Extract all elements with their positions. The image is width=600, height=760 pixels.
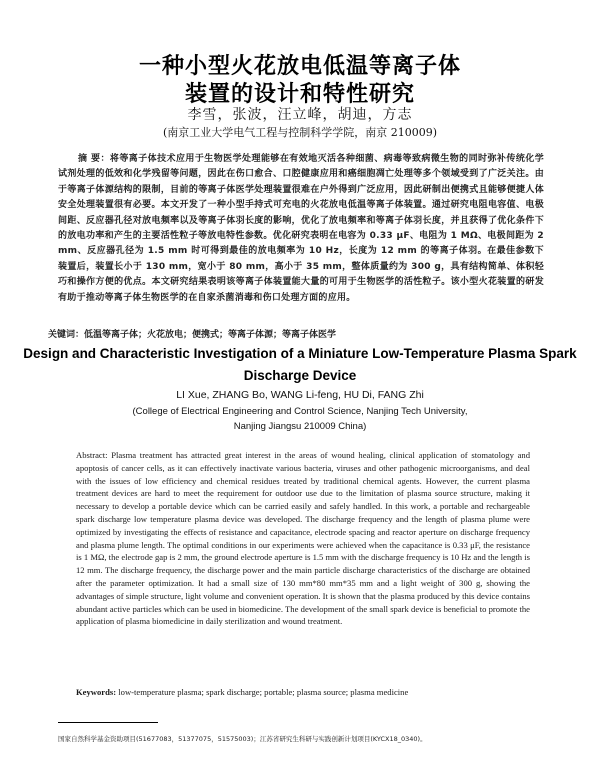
chinese-abstract-label: 摘 要： [78,154,110,164]
chinese-title-line-2: 装置的设计和特性研究 [184,82,415,107]
english-keywords-label: Keywords: [76,687,117,697]
english-title-line-1: Design and Characteristic Investigation of a Miniature Low-Temperature Plasma Spark [23,346,577,361]
english-affiliation [0,404,600,434]
english-title-line-2: Discharge Device [243,368,357,383]
chinese-abstract [58,152,544,306]
chinese-affiliation: (南京工业大学电气工程与控制科学学院，南京 210009) [162,126,438,139]
english-abstract [76,449,530,628]
chinese-keywords-text: 低温等离子体；火花放电；便携式；等离子体源；等离子体医学 [84,330,337,340]
chinese-keywords-label: 关键词： [48,330,85,340]
chinese-keywords [48,327,548,340]
english-abstract-text: Plasma treatment has attracted great interest in the areas of wound healing, clinical application of stomatology and apoptosis of cancer cells, as it can effectively inactivate various bacteria, viruses and other pathogenic microorganisms, and deal with the issues of low efficiency and chemical residues treated by traditional chemical agents. However, the current plasma treatment devices are hard to meet the requirement for outdoor use due to the limitation of plasma source structure, making it necessary to develop a portable device which can be carried easily and safely handled. In this work, a portable and rechargeable spark discharge low temperature plasma device was developed. The discharge frequency and the length of plasma plume were optimized by investigating the effects of resistance and capacitance, electrode spacing and reactor aperture on discharge frequency and plasma plume length. The optimal conditions in our experiments were achieved when the capacitance is 0.33 μF, the resistance is 1 MΩ, the electrode gap is 2 mm, the ground electrode aperture is 1.5 mm with the discharge frequency is 10 Hz and the length is 12 mm. The discharge frequency, the discharge power and the main particle discharge characteristics of the discharge are obtained after the parameter optimization. It had a small size of 130 mm*80 mm*35 mm and a light weight of 300 g, showing the advantages of simple structure, light volume and convenient operation. It is shown that the plasma produced by this device contains abundant active particles which can be used in biomedicine. The development of the small spark device is beneficial to promote the application of plasma biomedicine in daily sterilization and wound treatment. [76,450,530,627]
english-keywords [76,687,536,697]
english-keywords-text: low-temperature plasma; spark discharge; portable; plasma source; plasma medicine [118,687,409,697]
english-authors: LI Xue, ZHANG Bo, WANG Li-feng, HU Di, FANG Zhi [176,389,424,401]
footnote: 国家自然科学基金资助项目(51677083，51377075，51575003)；江苏省研究生科研与实践创新计划项目(KYCX18_0340)。 [58,735,427,743]
chinese-authors: 李雪，张波，汪立峰，胡迪，方志 [187,107,413,123]
english-affiliation-line-1: (College of Electrical Engineering and Control Science, Nanjing Tech University, [132,406,468,417]
english-affiliation-line-2: Nanjing Jiangsu 210009 China) [233,421,367,432]
chinese-abstract-text: 将等离子体技术应用于生物医学处理能够在有效地灭活各种细菌、病毒等致病微生物的同时弥补传统化学试剂处理的低效和化学残留等问题，因此在伤口愈合、口腔健康应用和癌细胞凋亡处理等多个领域受到了广泛关注。由于等离子体源结构的限制，目前的等离子体医学处理装置很难在户外得到广泛应用，因此研制出便携式且能够便捷人体安全处理装置很有必要。本文开发了一种小型手持式可充电的火花放电低温等离子体装置。通过研究电阻电容值、电极间距、反应器孔径对放电频率以及等离子体羽长度的影响，优化了放电频率和等离子体羽长度，并且获得了优化条件下的放电功率和产生的主要活性粒子等放电特性参数。优化研究表明在电容为 0.33 μF、电阻为 1 MΩ、电极间距为 2 mm、反应器孔径为 1.5 mm 时可得到最佳的放电频率为 10 Hz，长度为 12 mm 的等离子体羽。在最佳参数下装置后，装置长小于 130 mm，宽小于 80 mm，高小于 35 mm，整体质量约为 300 g，具有结构简单、体积轻巧和操作方便的优点。本文研究结果表明该等离子体装置能大量的可用于生物医学的活性粒子。该小型火花装置的研发有助于推动等离子体生物医学的在自家杀菌消毒和伤口处理方面的应用。 [58,154,544,303]
english-abstract-label: Abstract: [76,450,108,460]
footnote-divider [58,722,158,723]
chinese-title-line-1: 一种小型火花放电低温等离子体 [138,54,461,79]
